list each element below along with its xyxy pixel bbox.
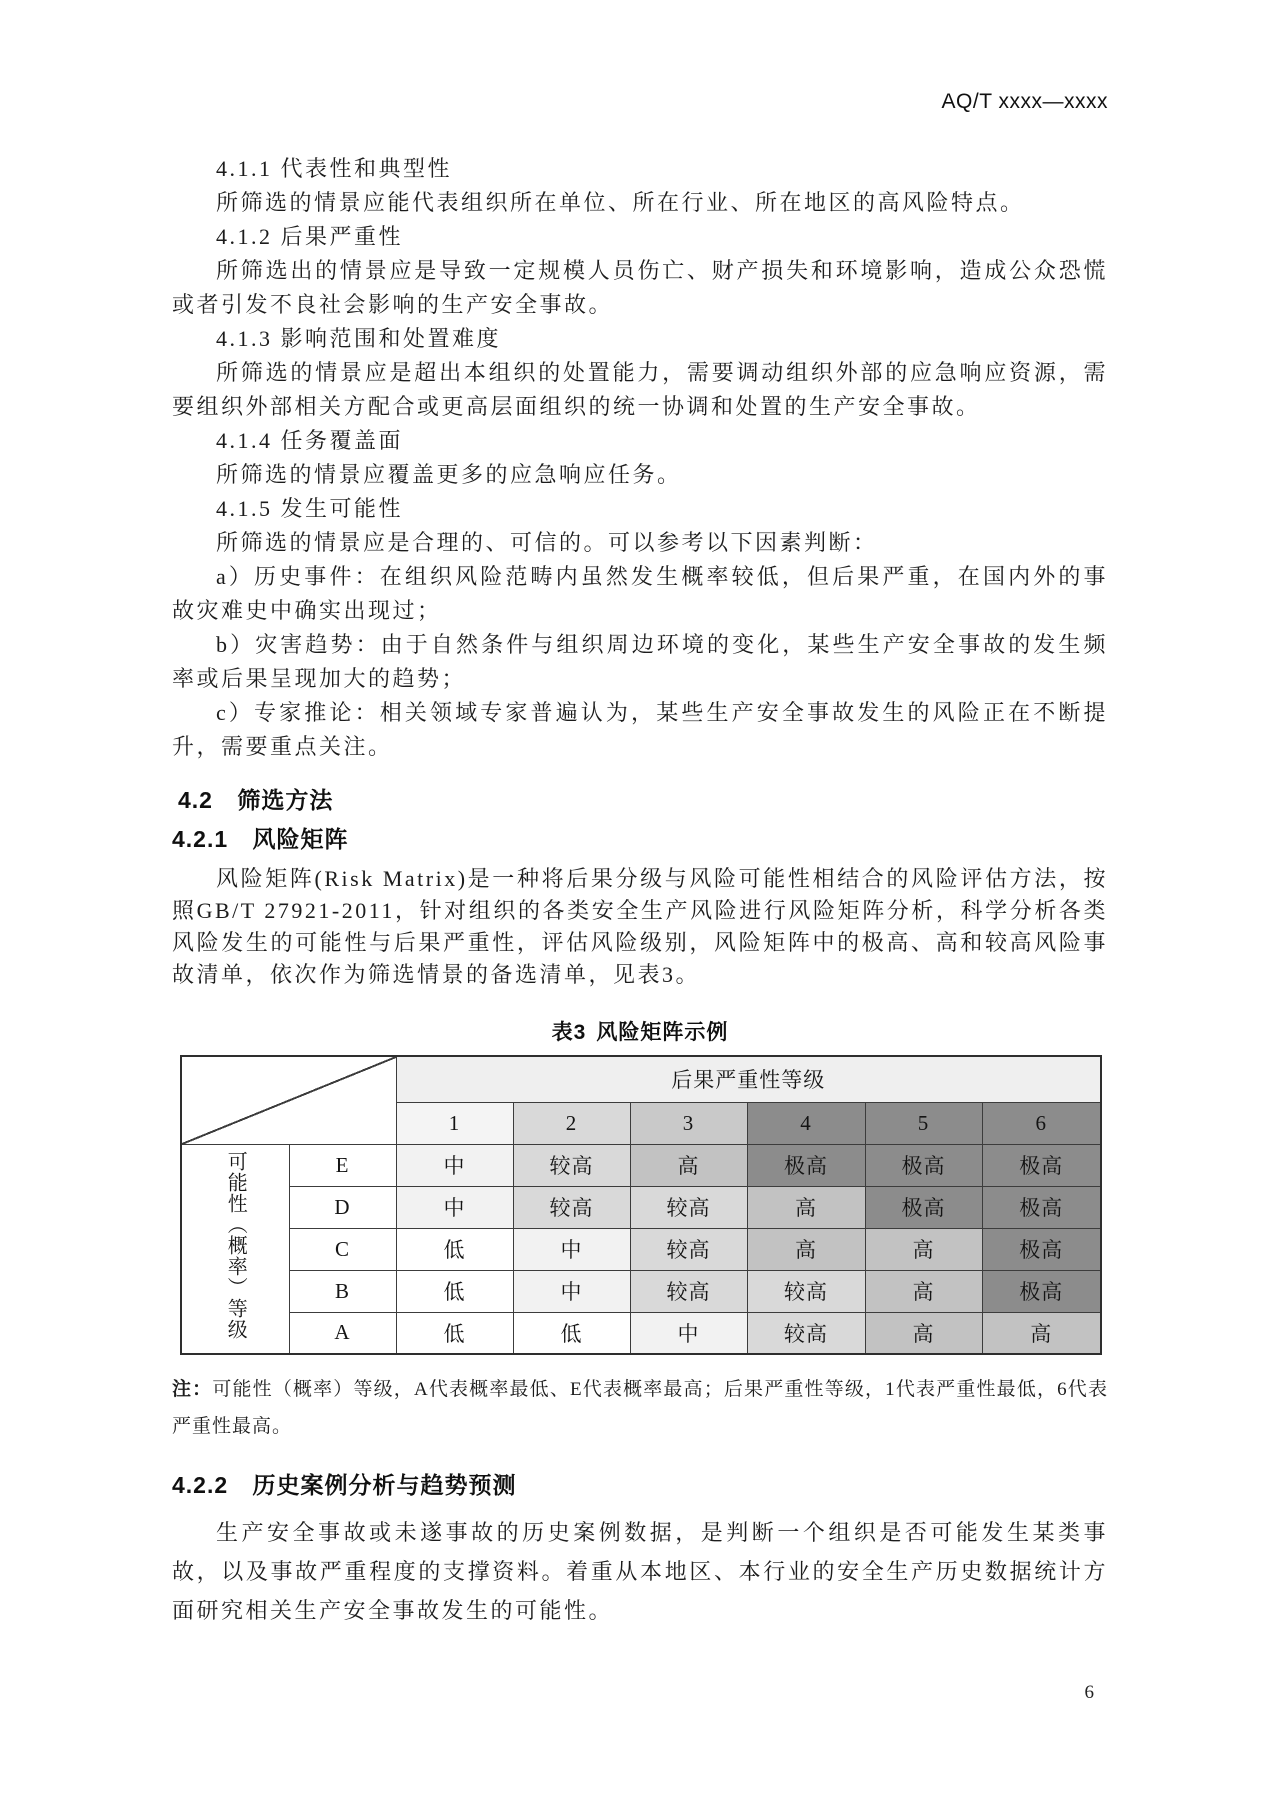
table3-caption [172, 1019, 1108, 1047]
risk-cell-E2: 较高 [513, 1144, 630, 1186]
table-note [172, 1371, 1108, 1445]
severity-header: 后果严重性等级 [396, 1056, 1101, 1102]
probability-row-label-D: D [289, 1186, 396, 1228]
clause-heading-4-1-1: 4.1.1 代表性和典型性 [216, 156, 453, 181]
risk-cell-C2: 中 [513, 1228, 630, 1270]
section-heading-4-2-2 [172, 1471, 1108, 1499]
clause-heading-4-1-4: 4.1.4 任务覆盖面 [216, 428, 404, 453]
risk-matrix-table [180, 1055, 1102, 1355]
paragraph-4-2-1: 风险矩阵(Risk Matrix)是一种将后果分级与风险可能性相结合的风险评估方法，按照GB/T 27921-2011，针对组织的各类安全生产风险进行风险矩阵分析，科学分析各类风险发生的可能性与后果严重性，评估风险级别，风险矩阵中的极高、高和较高风险事故清单，依次作为筛选情景的备选清单，见表3。 [172, 866, 1108, 987]
list-item-c: c）专家推论：相关领域专家普遍认为，某些生产安全事故发生的风险正在不断提升，需要重点关注。 [172, 700, 1108, 759]
note-label: 注： [172, 1379, 213, 1400]
risk-cell-A5: 高 [865, 1312, 982, 1354]
risk-cell-C3: 较高 [630, 1228, 747, 1270]
risk-cell-A1: 低 [396, 1312, 513, 1354]
section-number-4-2-1: 4.2.1 [172, 826, 229, 852]
diagonal-header-cell [181, 1056, 396, 1144]
table3-caption-title: 风险矩阵示例 [596, 1021, 729, 1044]
risk-cell-B3: 较高 [630, 1270, 747, 1312]
severity-level-2: 2 [513, 1102, 630, 1144]
risk-cell-A3: 中 [630, 1312, 747, 1354]
section-title-4-2: 筛选方法 [237, 787, 334, 813]
risk-cell-A2: 低 [513, 1312, 630, 1354]
risk-cell-D1: 中 [396, 1186, 513, 1228]
risk-cell-B4: 较高 [747, 1270, 865, 1312]
section-number-4-2: 4.2 [178, 787, 213, 813]
clause-heading-4-1-2: 4.1.2 后果严重性 [216, 224, 404, 249]
clause-paragraph-4-1-4: 所筛选的情景应覆盖更多的应急响应任务。 [216, 462, 682, 487]
clause-paragraph-4-1-1: 所筛选的情景应能代表组织所在单位、所在行业、所在地区的高风险特点。 [216, 190, 1025, 215]
risk-cell-B2: 中 [513, 1270, 630, 1312]
section-heading-4-2-1 [172, 825, 1108, 853]
risk-cell-D3: 较高 [630, 1186, 747, 1228]
severity-level-6: 6 [982, 1102, 1101, 1144]
risk-cell-D4: 高 [747, 1186, 865, 1228]
risk-cell-A4: 较高 [747, 1312, 865, 1354]
risk-cell-D6: 极高 [982, 1186, 1101, 1228]
list-item-a: a）历史事件：在组织风险范畴内虽然发生概率较低，但后果严重，在国内外的事故灾难史中确实出现过； [172, 564, 1108, 623]
note-text: 可能性（概率）等级，A代表概率最低、E代表概率最高；后果严重性等级，1代表严重性最低，6代表严重性最高。 [172, 1379, 1108, 1437]
risk-cell-B1: 低 [396, 1270, 513, 1312]
probability-header: 可能性（概率）等级 [181, 1144, 289, 1354]
clause-paragraph-4-1-2: 所筛选出的情景应是导致一定规模人员伤亡、财产损失和环境影响，造成公众恐慌或者引发不良社会影响的生产安全事故。 [172, 258, 1108, 317]
clause-paragraph-4-1-3: 所筛选的情景应是超出本组织的处置能力，需要调动组织外部的应急响应资源，需要组织外部相关方配合或更高层面组织的统一协调和处置的生产安全事故。 [172, 360, 1108, 419]
section-heading-4-2 [172, 786, 1108, 814]
probability-row-label-E: E [289, 1144, 396, 1186]
paragraph-4-2-2: 生产安全事故或未遂事故的历史案例数据，是判断一个组织是否可能发生某类事故，以及事故严重程度的支撑资料。着重从本地区、本行业的安全生产历史数据统计方面研究相关生产安全事故发生的可能性。 [172, 1520, 1108, 1623]
page-header [172, 0, 1108, 114]
list-item-b: b）灾害趋势：由于自然条件与组织周边环境的变化，某些生产安全事故的发生频率或后果呈现加大的趋势； [172, 632, 1108, 691]
risk-cell-A6: 高 [982, 1312, 1101, 1354]
risk-cell-E3: 高 [630, 1144, 747, 1186]
risk-cell-C4: 高 [747, 1228, 865, 1270]
table3-caption-number: 表3 [551, 1021, 587, 1044]
standard-code: AQ/T xxxx—xxxx [941, 90, 1108, 113]
risk-cell-E6: 极高 [982, 1144, 1101, 1186]
risk-cell-B6: 极高 [982, 1270, 1101, 1312]
risk-cell-E5: 极高 [865, 1144, 982, 1186]
severity-level-5: 5 [865, 1102, 982, 1144]
risk-cell-D5: 极高 [865, 1186, 982, 1228]
section-title-4-2-1: 风险矩阵 [252, 826, 349, 852]
page-content [172, 0, 1108, 1630]
clause-paragraph-4-1-5: 所筛选的情景应是合理的、可信的。可以参考以下因素判断： [216, 530, 878, 555]
risk-cell-B5: 高 [865, 1270, 982, 1312]
probability-row-label-B: B [289, 1270, 396, 1312]
severity-level-1: 1 [396, 1102, 513, 1144]
clause-heading-4-1-3: 4.1.3 影响范围和处置难度 [216, 326, 502, 351]
risk-cell-C5: 高 [865, 1228, 982, 1270]
risk-cell-E4: 极高 [747, 1144, 865, 1186]
section-number-4-2-2: 4.2.2 [172, 1472, 229, 1498]
risk-cell-D2: 较高 [513, 1186, 630, 1228]
probability-row-label-A: A [289, 1312, 396, 1354]
page-number: 6 [1084, 1682, 1094, 1703]
clause-heading-4-1-5: 4.1.5 发生可能性 [216, 496, 404, 521]
probability-row-label-C: C [289, 1228, 396, 1270]
section-title-4-2-2: 历史案例分析与趋势预测 [252, 1472, 517, 1498]
risk-cell-C1: 低 [396, 1228, 513, 1270]
section-4-1 [172, 152, 1108, 764]
risk-cell-C6: 极高 [982, 1228, 1101, 1270]
severity-level-3: 3 [630, 1102, 747, 1144]
risk-cell-E1: 中 [396, 1144, 513, 1186]
severity-level-4: 4 [747, 1102, 865, 1144]
